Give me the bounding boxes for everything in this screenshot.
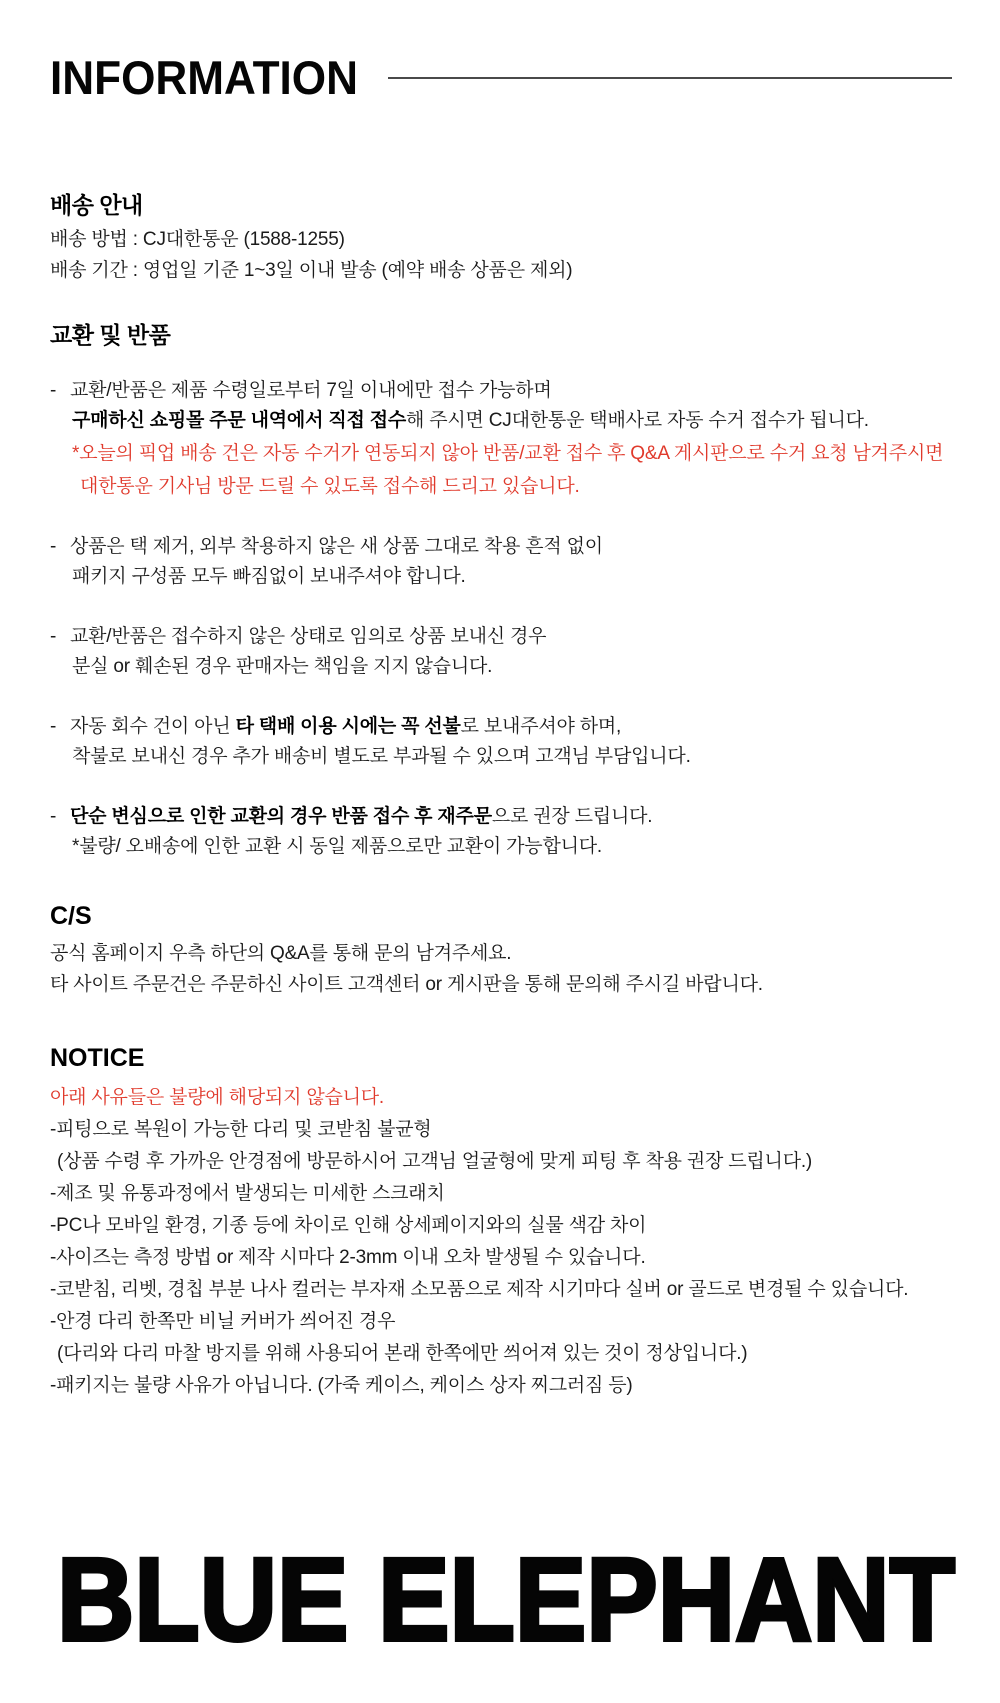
text-segment: 배송 방법 : CJ대한통운 (1588-1255) <box>50 229 345 250</box>
notice-heading: NOTICE <box>50 1044 145 1072</box>
text-segment: 착불로 보내신 경우 추가 배송비 별도로 부과될 수 있으며 고객님 부담입니다. <box>72 746 691 767</box>
text-line <box>50 1242 952 1274</box>
text-line <box>50 224 952 255</box>
text-segment: 으로 권장 드립니다. <box>491 806 653 827</box>
text-line <box>50 1146 952 1178</box>
text-segment: 단순 변심으로 인한 교환의 경우 반품 접수 후 재주문 <box>70 806 492 827</box>
text-segment: (다리와 다리 마찰 방지를 위해 사용되어 본래 한쪽에만 씌어져 있는 것이 정상입니다.) <box>57 1343 748 1364</box>
text-line <box>50 1210 952 1242</box>
text-segment: 타 사이트 주문건은 주문하신 사이트 고객센터 or 게시판을 통해 문의해 주시길 바랍니다. <box>50 974 763 995</box>
bullet-dash: - <box>50 806 57 827</box>
page-title: INFORMATION <box>50 51 358 104</box>
text-segment: 아래 사유들은 불량에 해당되지 않습니다. <box>50 1087 385 1108</box>
text-segment: 대한통운 기사님 방문 드릴 수 있도록 접수해 드리고 있습니다. <box>80 476 580 497</box>
brand-logo-graphic <box>55 1534 960 1666</box>
text-line <box>50 406 952 436</box>
notice-lines <box>50 1082 952 1402</box>
section-cs <box>0 900 1000 1000</box>
text-segment: 자동 회수 건이 아닌 <box>70 716 236 737</box>
bullet-dash: - <box>50 536 57 557</box>
text-line <box>50 742 952 772</box>
cs-heading: C/S <box>50 902 92 930</box>
brand-logo-text: BLUE ELEPHANT <box>57 1534 955 1666</box>
text-line <box>50 938 952 969</box>
text-segment: (상품 수령 후 가까운 안경점에 방문하시어 고객님 얼굴형에 맞게 피팅 후 착용 권장 드립니다.) <box>57 1151 813 1172</box>
exchange-group-5 <box>50 802 952 862</box>
text-segment: -코받침, 리벳, 경칩 부분 나사 컬러는 부자재 소모품으로 제작 시기마다 실버 or 골드로 변경될 수 있습니다. <box>50 1279 909 1300</box>
title-rule <box>388 77 952 79</box>
bullet-dash: - <box>50 380 57 401</box>
text-line <box>50 652 952 682</box>
text-line <box>50 532 952 562</box>
text-line <box>50 969 952 1000</box>
shipping-heading: 배송 안내 <box>50 192 143 218</box>
exchange-group-4 <box>50 712 952 772</box>
text-line <box>50 255 952 286</box>
shipping-lines <box>50 224 952 286</box>
text-segment: -PC나 모바일 환경, 기종 등에 차이로 인해 상세페이지와의 실물 색감 차이 <box>50 1215 647 1236</box>
text-segment: 해 주시면 CJ대한통운 택배사로 자동 수거 접수가 됩니다. <box>406 410 869 431</box>
exchange-group-2 <box>50 532 952 592</box>
text-line <box>50 832 952 862</box>
text-segment: *불량/ 오배송에 인한 교환 시 동일 제품으로만 교환이 가능합니다. <box>72 836 602 857</box>
text-segment: 패키지 구성품 모두 빠짐없이 보내주셔야 합니다. <box>72 566 466 587</box>
text-line <box>50 1338 952 1370</box>
section-shipping <box>0 188 1000 286</box>
section-exchange-return <box>0 318 1000 862</box>
page-title-graphic <box>50 51 362 104</box>
text-segment: -패키지는 불량 사유가 아닙니다. (가죽 케이스, 케이스 상자 찌그러짐 등) <box>50 1375 633 1396</box>
text-line <box>50 802 952 832</box>
text-line <box>50 472 952 502</box>
text-segment: -안경 다리 한쪽만 비닐 커버가 씌어진 경우 <box>50 1311 396 1332</box>
text-line <box>50 439 952 469</box>
exchange-group-1 <box>50 376 952 502</box>
text-segment: 배송 기간 : 영업일 기준 1~3일 이내 발송 (예약 배송 상품은 제외) <box>50 260 573 281</box>
text-segment: 상품은 택 제거, 외부 착용하지 않은 새 상품 그대로 착용 흔적 없이 <box>70 536 603 557</box>
section-notice <box>0 1042 1000 1402</box>
text-segment: 교환/반품은 접수하지 않은 상태로 임의로 상품 보내신 경우 <box>70 626 547 647</box>
text-segment: 교환/반품은 제품 수령일로부터 7일 이내에만 접수 가능하며 <box>70 380 552 401</box>
text-line <box>50 1370 952 1402</box>
text-line <box>50 562 952 592</box>
bullet-dash: - <box>50 626 57 647</box>
text-segment: -피팅으로 복원이 가능한 다리 및 코받침 불균형 <box>50 1119 432 1140</box>
text-line <box>50 1178 952 1210</box>
text-segment: *오늘의 픽업 배송 건은 자동 수거가 연동되지 않아 반품/교환 접수 후 Q&A 게시판으로 수거 요청 남겨주시면 <box>72 443 944 464</box>
text-line <box>50 1082 952 1114</box>
text-line <box>50 1114 952 1146</box>
exchange-group-3 <box>50 622 952 682</box>
text-segment: -제조 및 유통과정에서 발생되는 미세한 스크래치 <box>50 1183 445 1204</box>
bullet-dash: - <box>50 716 57 737</box>
text-line <box>50 1274 952 1306</box>
text-line <box>50 622 952 652</box>
text-line <box>50 712 952 742</box>
text-segment: 타 택배 이용 시에는 꼭 선불 <box>235 716 461 737</box>
page-header <box>0 0 1000 102</box>
text-segment: 분실 or 훼손된 경우 판매자는 책임을 지지 않습니다. <box>72 656 493 677</box>
text-line <box>50 376 952 406</box>
cs-lines <box>50 938 952 1000</box>
text-segment: -사이즈는 측정 방법 or 제작 시마다 2-3mm 이내 오차 발생될 수 있습니다. <box>50 1247 646 1268</box>
text-segment: 구매하신 쇼핑몰 주문 내역에서 직접 접수 <box>72 410 407 431</box>
text-line <box>50 1306 952 1338</box>
text-segment: 로 보내주셔야 하며, <box>460 716 622 737</box>
text-segment: 공식 홈페이지 우측 하단의 Q&A를 통해 문의 남겨주세요. <box>50 943 512 964</box>
exchange-heading: 교환 및 반품 <box>50 322 171 348</box>
brand-logo <box>55 1534 960 1666</box>
